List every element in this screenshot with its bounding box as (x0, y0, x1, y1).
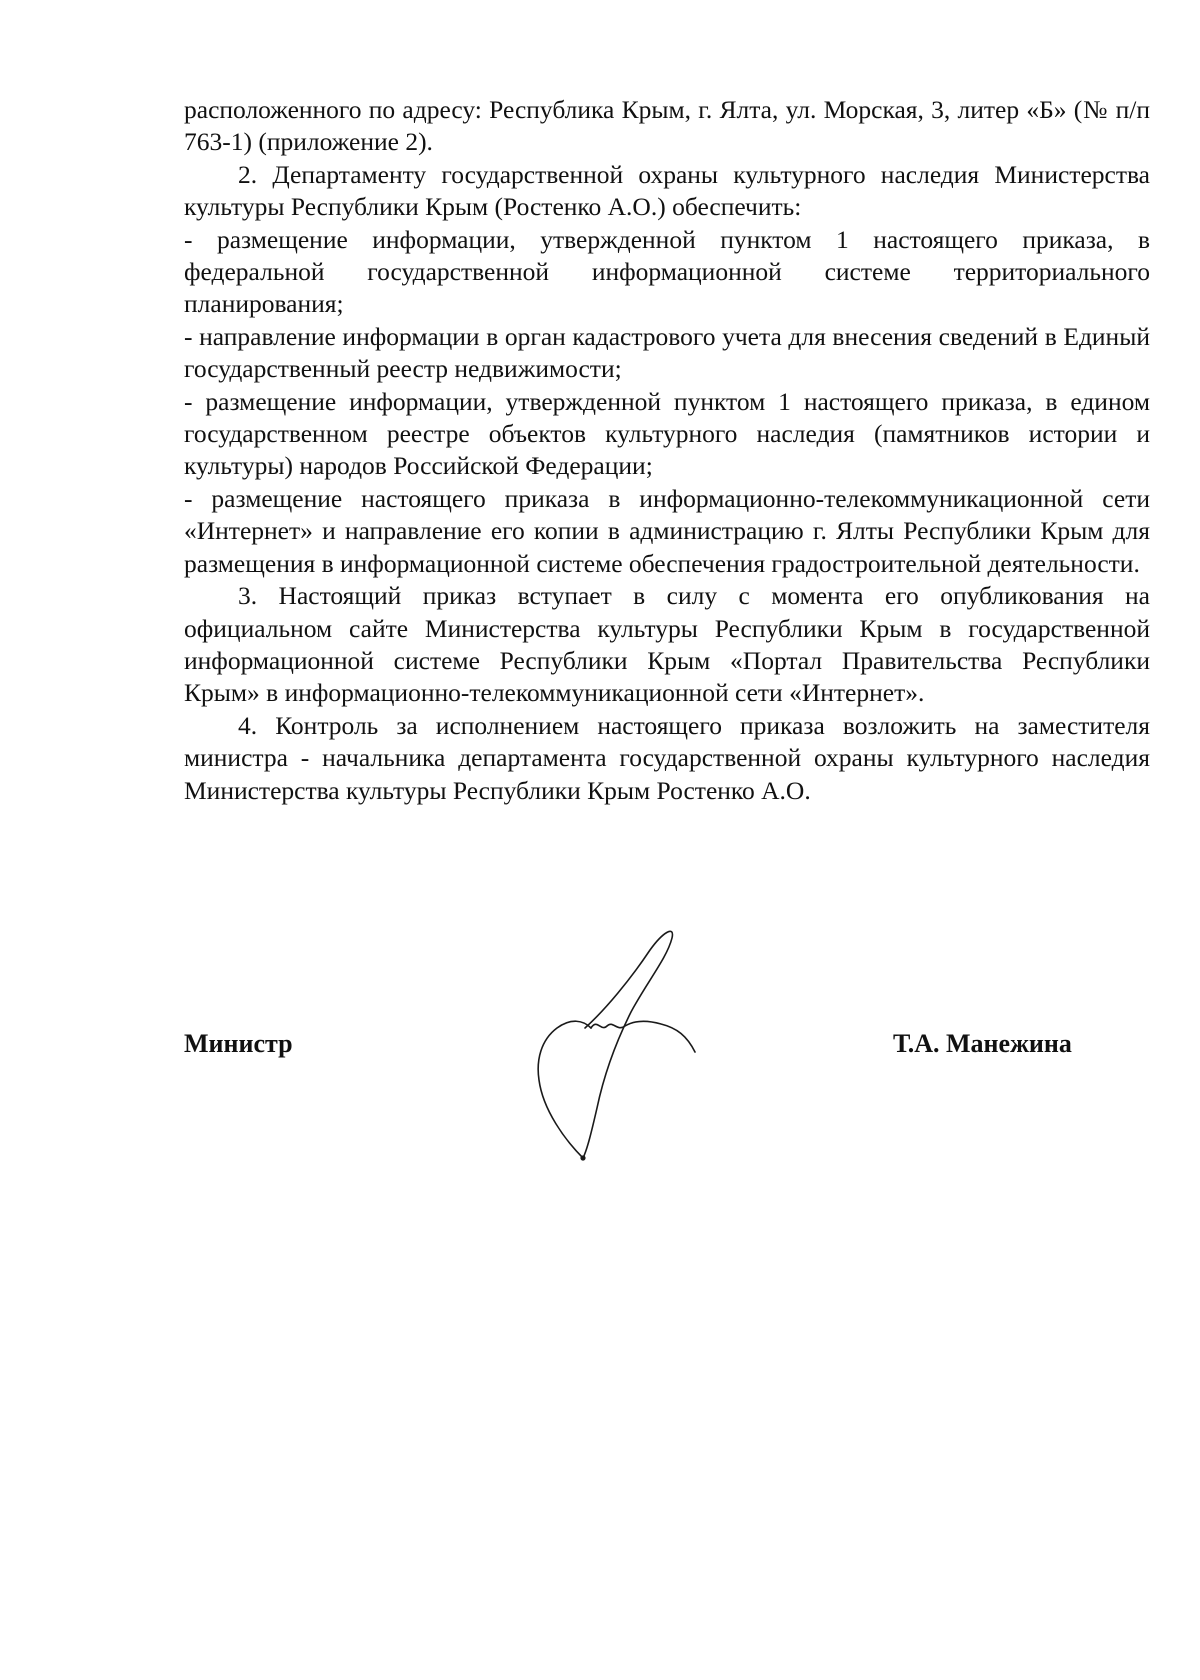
list-item-heritage-registry: - размещение информации, утвержденной пунктом 1 настоящего приказа, в едином государственном реестре объектов культурного наследия (памятников истории и культуры) народов Российской Федерации; (184, 386, 1150, 481)
handwritten-signature-icon (535, 920, 735, 1180)
paragraph-item-4: 4. Контроль за исполнением настоящего приказа возложить на заместителя министра - начальника департамента государственной охраны культурного наследия Министерства культуры Республики Крым Ростенко А.О. (184, 710, 1150, 805)
paragraph-item-3: 3. Настоящий приказ вступает в силу с момента его опубликования на официальном сайте Министерства культуры Республики Крым в государственной информационной системе Республики Крым «Портал Правительства Республики Крым» в информационно-телекоммуникационной сети «Интернет». (184, 581, 1150, 708)
list-item-cadastral: - направление информации в орган кадастрового учета для внесения сведений в Единый государственный реестр недвижимости; (184, 321, 1150, 384)
list-item-federal-system: - размещение информации, утвержденной пунктом 1 настоящего приказа, в федеральной государственной информационной системе территориального планирования; (184, 224, 1150, 319)
list-item-internet-publication: - размещение настоящего приказа в информационно-телекоммуникационной сети «Интернет» и направление его копии в администрацию г. Ялты Республики Крым для размещения в информационной системе обеспечения градостроительной деятельности. (184, 483, 1150, 578)
signatory-name: Т.А. Манежина (893, 1029, 1072, 1058)
paragraph-item-2: 2. Департаменту государственной охраны культурного наследия Министерства культуры Республики Крым (Ростенко А.О.) обеспечить: (184, 159, 1150, 222)
paragraph-continuation: расположенного по адресу: Республика Крым, г. Ялта, ул. Морская, 3, литер «Б» (№ п/п 763-1) (приложение 2). (184, 95, 1150, 157)
signatory-title: Министр (184, 1029, 293, 1058)
